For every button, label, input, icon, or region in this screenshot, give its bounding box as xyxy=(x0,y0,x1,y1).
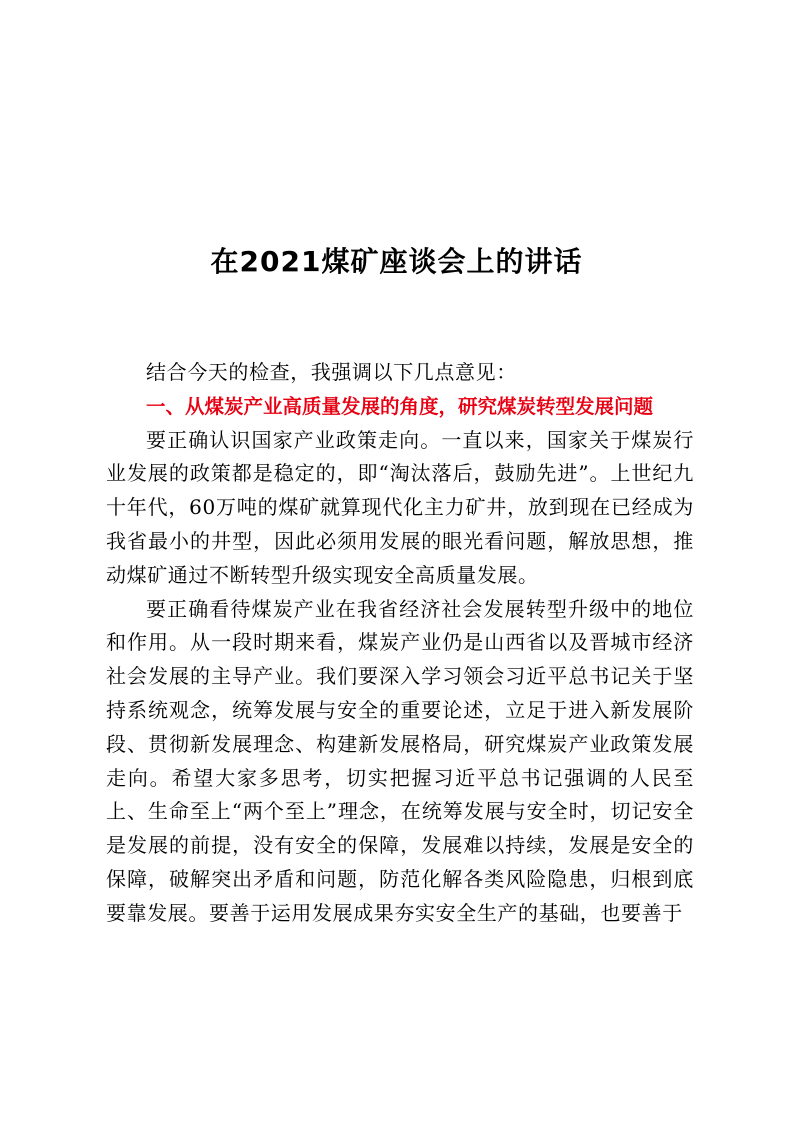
intro-paragraph: 结合今天的检查，我强调以下几点意见： xyxy=(146,360,517,384)
body-paragraph: 要正确认识国家产业政策走向。一直以来，国家关于煤炭行业发展的政策都是稳定的，即“淘汰落后，鼓励先进”。上世纪九十年代，60万吨的煤矿就算现代化主力矿井，放到现在已经成为我省最小的井型，因此必须用发展的眼光看问题，解放思想，推动煤矿通过不断转型升级实现安全高质量发展。 xyxy=(106,427,694,587)
document-title: 在2021煤矿座谈会上的讲话 xyxy=(210,245,583,278)
section-heading: 一、从煤炭产业高质量发展的角度，研究煤炭转型发展问题 xyxy=(146,394,654,418)
document-body xyxy=(106,356,694,931)
body-paragraph: 要正确看待煤炭产业在我省经济社会发展转型升级中的地位和作用。从一段时期来看，煤炭产业仍是山西省以及晋城市经济社会发展的主导产业。我们要深入学习领会习近平总书记关于坚持系统观念，统筹发展与安全的重要论述，立足于进入新发展阶段、贯彻新发展理念、构建新发展格局，研究煤炭产业政策发展走向。希望大家多思考，切实把握习近平总书记强调的人民至上、生命至上“两个至上”理念，在统筹发展与安全时，切记安全是发展的前提，没有安全的保障，发展难以持续，发展是安全的保障，破解突出矛盾和问题，防范化解各类风险隐患，归根到底要靠发展。要善于运用发展成果夯实安全生产的基础，也要善于 xyxy=(106,596,694,925)
